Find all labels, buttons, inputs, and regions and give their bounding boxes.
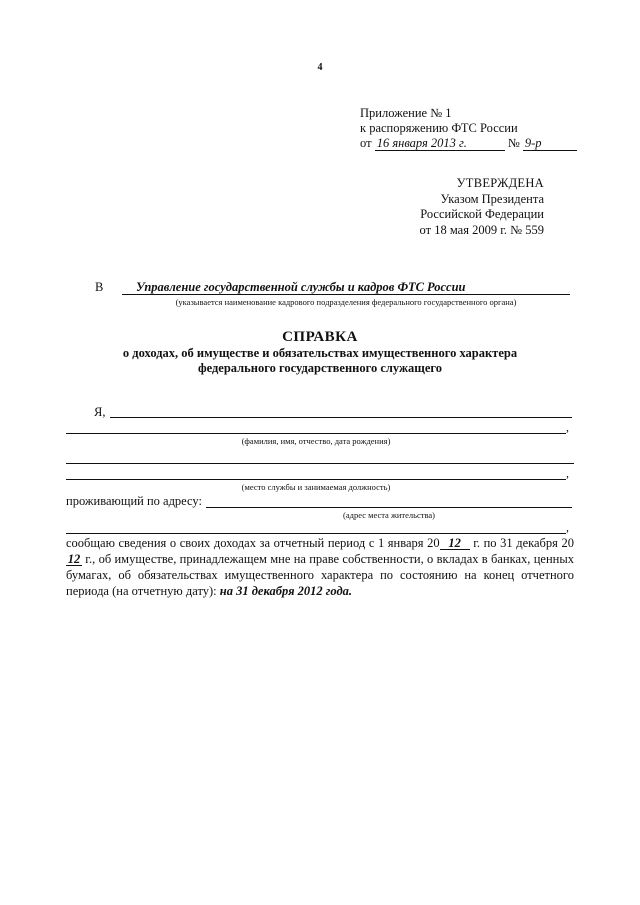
- position-line-1: [66, 463, 574, 464]
- appendix-date-row: [360, 136, 577, 151]
- recipient-field: Управление государственной службы и кадров ФТС России: [122, 280, 570, 295]
- number-prefix: №: [507, 136, 520, 150]
- appendix-reference: к распоряжению ФТС России: [360, 121, 518, 135]
- approved-line-3: от 18 мая 2009 г. № 559: [419, 222, 544, 237]
- name-caption: (фамилия, имя, отчество, дата рождения): [241, 436, 391, 446]
- appendix-block: [360, 106, 577, 151]
- approved-line-2: Российской Федерации: [420, 207, 544, 221]
- date-prefix: от: [360, 136, 372, 150]
- page-number: 4: [317, 62, 323, 73]
- approved-line-1: Указом Президента: [440, 191, 544, 206]
- address-caption: (адрес места жительства): [343, 510, 435, 520]
- i-label: Я,: [94, 405, 106, 419]
- address-line-1: [206, 507, 572, 508]
- title-heading: СПРАВКА: [282, 329, 358, 345]
- year-to-field: 12: [67, 552, 81, 566]
- year-from-field: 12: [440, 537, 470, 550]
- statement-part-2: г. по 31 декабря 20: [469, 536, 575, 550]
- recipient-prefix: В: [95, 280, 104, 294]
- recipient-caption: (указывается наименование кадрового подразделения федерального государственного органа): [175, 297, 517, 307]
- address-label: проживающий по адресу:: [66, 494, 202, 508]
- position-comma: ,: [566, 466, 569, 480]
- name-comma: ,: [566, 420, 569, 434]
- order-number-field: 9-р: [523, 136, 577, 151]
- title-subtitle-2: федерального государственного служащего: [197, 361, 443, 375]
- order-date-field: 16 января 2013 г.: [375, 136, 505, 151]
- document-title: [0, 328, 640, 376]
- statement-part-1: сообщаю сведения о своих доходах за отчетный период с 1 января 20: [66, 536, 440, 550]
- title-subtitle-1: о доходах, об имуществе и обязательствах имущественного характера: [122, 346, 518, 360]
- statement-paragraph: [66, 535, 574, 599]
- approved-heading: УТВЕРЖДЕНА: [456, 176, 544, 190]
- name-line-1: [110, 417, 572, 418]
- appendix-title: Приложение № 1: [360, 106, 452, 120]
- name-line-2: [66, 433, 566, 434]
- address-line-2: [66, 533, 566, 534]
- approved-block: [420, 176, 544, 238]
- report-date: на 31 декабря 2012 года.: [219, 584, 353, 598]
- position-line-2: [66, 479, 566, 480]
- statement-part-3: г., об имуществе, принадлежащем мне на праве собственности, о вкладах в банках, ценных бумагах, об обязательствах имущественного характера по состоянию на конец отчетного периода (на отчетную дату):: [66, 552, 574, 598]
- address-comma: ,: [566, 520, 569, 534]
- position-caption: (место службы и занимаемая должность): [241, 482, 391, 492]
